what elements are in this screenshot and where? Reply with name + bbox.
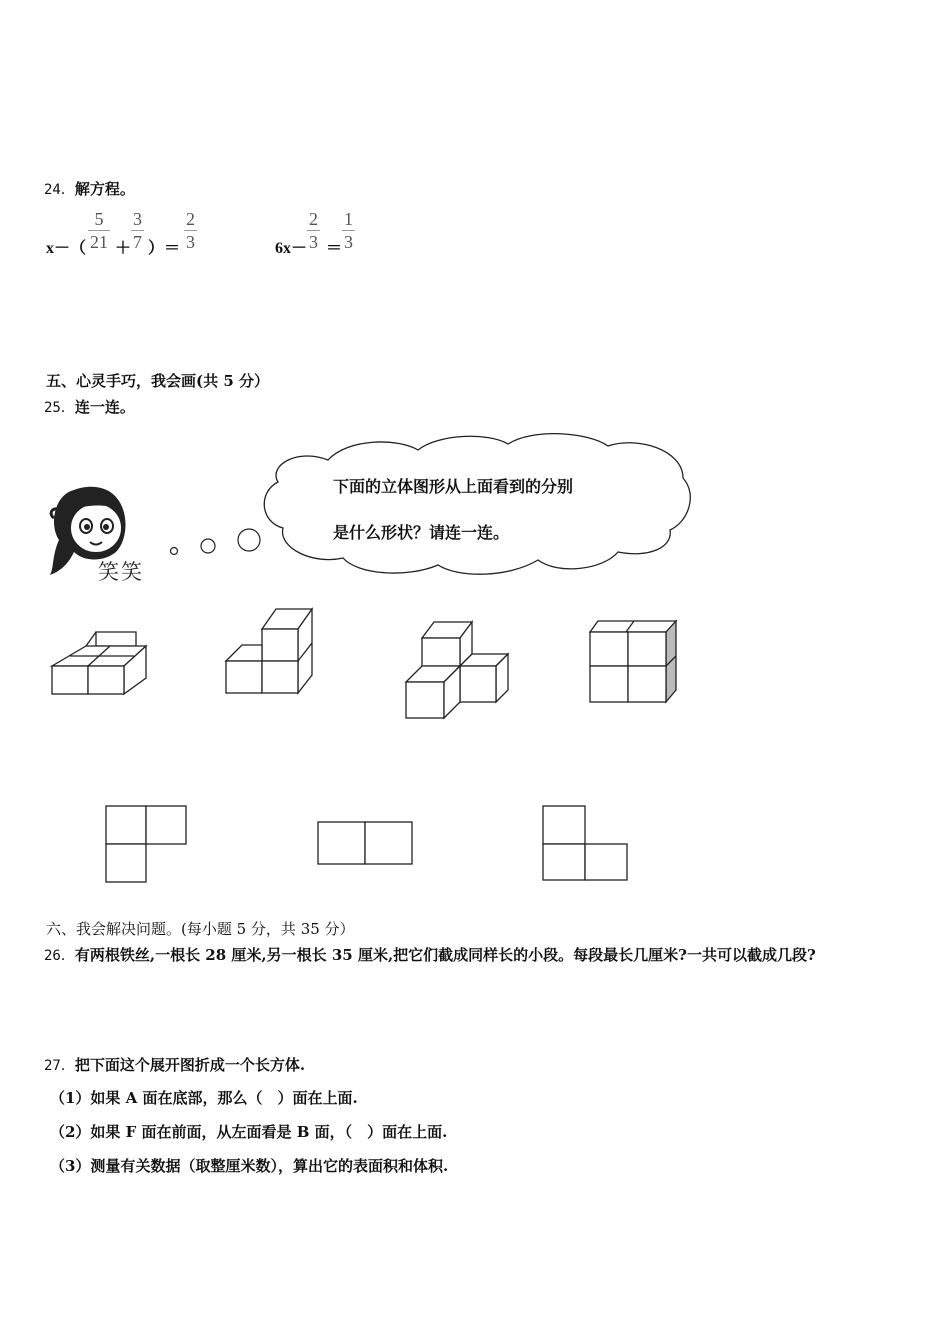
q27-heading	[44, 1054, 305, 1075]
q27-title: 把下面这个展开图折成一个长方体.	[74, 1056, 306, 1074]
thought-dots	[160, 525, 270, 565]
tv1-square-bl	[106, 844, 146, 882]
solid-figure-1[interactable]	[50, 628, 150, 698]
tv3-square-top	[543, 806, 585, 844]
q24-number: 24．	[44, 182, 75, 198]
fig2-lower-left	[226, 661, 262, 693]
eq1-f2-numerator: 3	[133, 209, 142, 229]
eq2-f2-denominator: 3	[344, 232, 353, 252]
eq2-fraction-1	[307, 210, 320, 251]
q27-part-3: （3）测量有关数据（取整厘米数），算出它的表面积和体积.	[50, 1157, 449, 1175]
tv1-square-tl	[106, 806, 146, 844]
eq2-fraction-2	[342, 210, 355, 251]
q27-number: 27．	[44, 1058, 75, 1074]
eq1-fraction-2	[131, 210, 144, 251]
eq1-fraction-1	[88, 210, 110, 251]
fig4-br	[628, 666, 666, 702]
fig4-tr	[628, 632, 666, 666]
q26	[44, 944, 816, 965]
eq1-f1-denominator: 21	[90, 232, 108, 252]
q27-part-2: （2）如果 F 面在前面，从左面看是 B 面，（ ）面在上面.	[50, 1123, 448, 1141]
eq1-f2-denominator: 7	[133, 232, 142, 252]
fig3-top-cube-front	[422, 638, 460, 666]
fig3-right-cube-front	[460, 666, 496, 702]
tv3-square-br	[585, 844, 627, 880]
q25-title: 连一连。	[74, 398, 135, 416]
q26-number: 26．	[44, 948, 75, 964]
top-view-1[interactable]	[104, 804, 188, 884]
fig4-bl	[590, 666, 628, 702]
bubble-line-1: 下面的立体图形从上面看到的分别	[333, 477, 574, 496]
thought-cloud	[258, 430, 698, 580]
tv2-square-right	[365, 822, 412, 864]
q26-text: 有两根铁丝,一根长 28 厘米,另一根长 35 厘米,把它们截成同样长的小段。每段最长几厘米?一共可以截成几段?	[74, 946, 816, 964]
eq1-close: ）＝	[148, 240, 181, 257]
eq1-f3-denominator: 3	[186, 232, 195, 252]
cloud-outline	[264, 434, 690, 575]
solid-figure-4[interactable]	[588, 618, 683, 706]
thought-dot-large	[238, 529, 260, 551]
fig1-front-right	[88, 666, 124, 694]
girl-right-pupil	[103, 524, 109, 530]
solid-figure-3[interactable]	[404, 618, 514, 722]
tv2-square-left	[318, 822, 365, 864]
girl-label: 笑笑	[98, 560, 144, 584]
tv3-square-bl	[543, 844, 585, 880]
eq1-fraction-3	[184, 210, 197, 251]
fig2-upper-front	[262, 629, 298, 661]
eq2-f1-numerator: 2	[309, 209, 318, 229]
thought-dot-small	[171, 548, 178, 555]
q24-title: 解方程。	[74, 180, 135, 198]
top-view-2[interactable]	[316, 820, 414, 866]
top-view-3[interactable]	[541, 804, 629, 884]
solid-figure-2[interactable]	[224, 605, 319, 697]
q25-number: 25．	[44, 400, 75, 416]
q25-heading	[44, 396, 135, 417]
fig3-left-cube-front	[406, 682, 444, 718]
eq2-equals: ＝	[326, 240, 343, 257]
section-6-title: 六、我会解决问题。(每小题 5 分，共 35 分）	[46, 920, 355, 938]
eq2-f2-numerator: 1	[344, 209, 353, 229]
bubble-line-2: 是什么形状？请连一连。	[333, 523, 510, 542]
fig1-back-top	[96, 632, 136, 646]
eq1-f1-numerator: 5	[94, 209, 104, 229]
eq2-f1-denominator: 3	[309, 232, 318, 252]
girl-left-pupil	[84, 524, 90, 530]
tv1-square-tr	[146, 806, 186, 844]
eq1-f3-numerator: 2	[186, 209, 195, 229]
eq2-lead: 6x－	[275, 240, 308, 257]
q24-heading	[44, 178, 135, 199]
q27-part-1: （1）如果 A 面在底部，那么（ ）面在上面.	[50, 1089, 358, 1107]
eq1-plus: ＋	[115, 240, 132, 257]
eq1-lead: x－（	[46, 240, 87, 257]
fig1-front-left	[52, 666, 88, 694]
section-5-title: 五、心灵手巧，我会画(共 5 分）	[46, 372, 269, 390]
fig2-lower-right	[262, 661, 298, 693]
fig4-tl	[590, 632, 628, 666]
thought-dot-medium	[201, 539, 215, 553]
fig2-left-cube-top	[226, 645, 262, 661]
